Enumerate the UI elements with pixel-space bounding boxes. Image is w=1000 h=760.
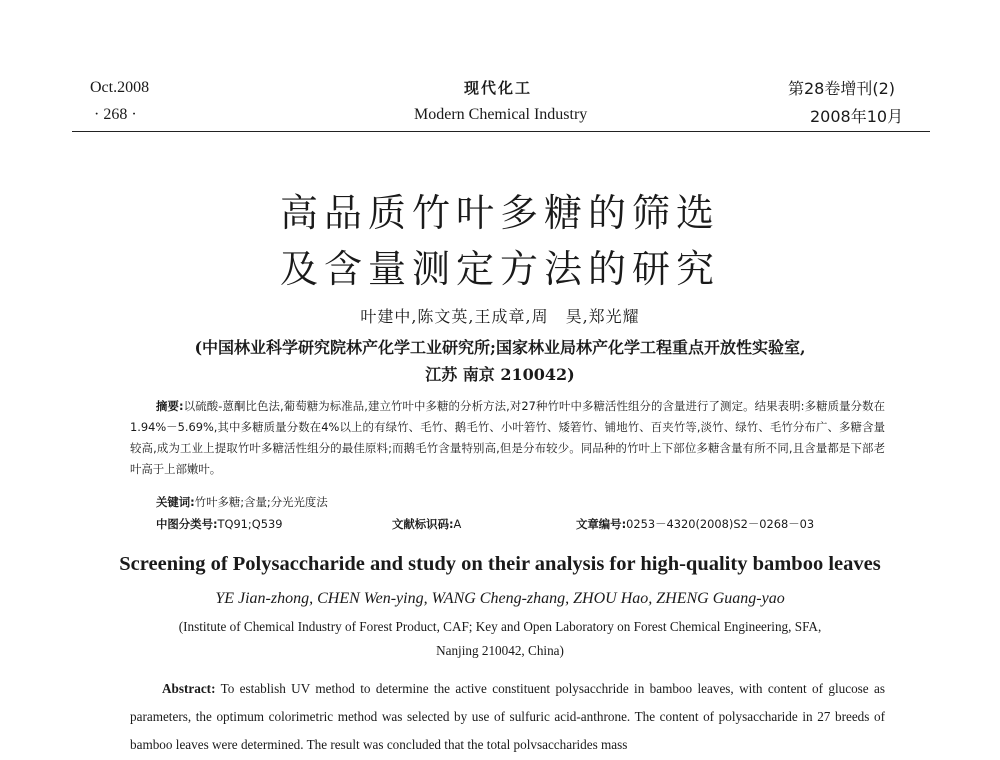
authors-cn: 叶建中,陈文英,王成章,周 昊,郑光耀 bbox=[360, 307, 640, 326]
title-line-2: 及含量测定方法的研究 bbox=[279, 247, 720, 291]
affiliation-en-line-2: Nanjing 210042, China) bbox=[436, 643, 564, 658]
title-en: Screening of Polysaccharide and study on their analysis for high-quality bamboo leaves bbox=[119, 553, 881, 575]
affiliation-cn-line-1: (中国林业科学研究院林产化学工业研究所;国家林业局林产化学工程重点开放性实验室, bbox=[194, 338, 806, 357]
keywords-cn-text: 竹叶多糖;含量;分光光度法 bbox=[194, 495, 328, 509]
abstract-cn-text: 以硫酸-蒽酮比色法,葡萄糖为标准品,建立竹叶中多糖的分析方法,对27种竹叶中多糖活性组分的含量进行了测定。结果表明:多糖质量分数在1.94%－5.69%,其中多糖质量分数在4%以上的有绿竹、毛竹、鹅毛竹、小叶箬竹、矮箬竹、铺地竹、百夹竹等,淡竹、绿竹、毛竹分布广、多糖含量较高,成为工业上提取竹叶多糖活性组分的最佳原料;而鹅毛竹含量特别高,但是分布较少。同品种的竹叶上下部位多糖含量有所不同,且含量都是下部老叶高于上部嫩叶。 bbox=[130, 399, 885, 476]
clc-number bbox=[156, 516, 282, 532]
abstract-en-text: To establish UV method to determine the active constituent polysacchride in bamboo leaves, with content of glucose as parameters, the optimum colorimetric method was selected by use of sulfuric acid-anthrone. The content of polysaccharide in 27 breeds of bamboo leaves were determined. The result was concluded that the total polvsaccharides mass bbox=[130, 681, 885, 752]
affiliation-en-line-1: (Institute of Chemical Industry of Forest Product, CAF; Key and Open Laboratory on Forest Chemical Engineering, SFA, bbox=[178, 619, 822, 634]
header-page-number: · 268 · bbox=[94, 106, 137, 123]
header-journal-cn: 现代化工 bbox=[464, 79, 533, 97]
authors-en: YE Jian-zhong, CHEN Wen-ying, WANG Cheng-zhang, ZHOU Hao, ZHENG Guang-yao bbox=[215, 590, 785, 607]
article-number-value: 0253－4320(2008)S2－0268－03 bbox=[626, 517, 815, 531]
clc-label: 中图分类号: bbox=[156, 517, 218, 531]
header-date: Oct.2008 bbox=[90, 79, 150, 96]
header-journal-en: Modern Chemical Industry bbox=[414, 106, 588, 123]
article-number bbox=[576, 516, 814, 532]
article-number-label: 文章编号: bbox=[576, 517, 627, 531]
abstract-en bbox=[130, 675, 885, 759]
doc-code-label: 文献标识码: bbox=[392, 517, 454, 531]
doc-code-value: A bbox=[453, 517, 462, 531]
clc-value: TQ91;Q539 bbox=[217, 517, 283, 531]
header-issue-date: 2008年10月 bbox=[810, 107, 904, 126]
header-volume: 第28卷增刊(2) bbox=[788, 79, 896, 98]
header-rule bbox=[72, 131, 930, 132]
abstract-en-label: Abstract: bbox=[162, 681, 216, 696]
abstract-cn bbox=[130, 396, 885, 480]
abstract-cn-label: 摘要: bbox=[156, 399, 184, 413]
affiliation-cn-line-2: 江苏 南京 210042) bbox=[425, 365, 575, 384]
document-code bbox=[392, 516, 461, 532]
keywords-cn-label: 关键词: bbox=[156, 495, 195, 509]
title-line-1: 高品质竹叶多糖的筛选 bbox=[279, 191, 720, 235]
keywords-cn bbox=[156, 494, 328, 510]
